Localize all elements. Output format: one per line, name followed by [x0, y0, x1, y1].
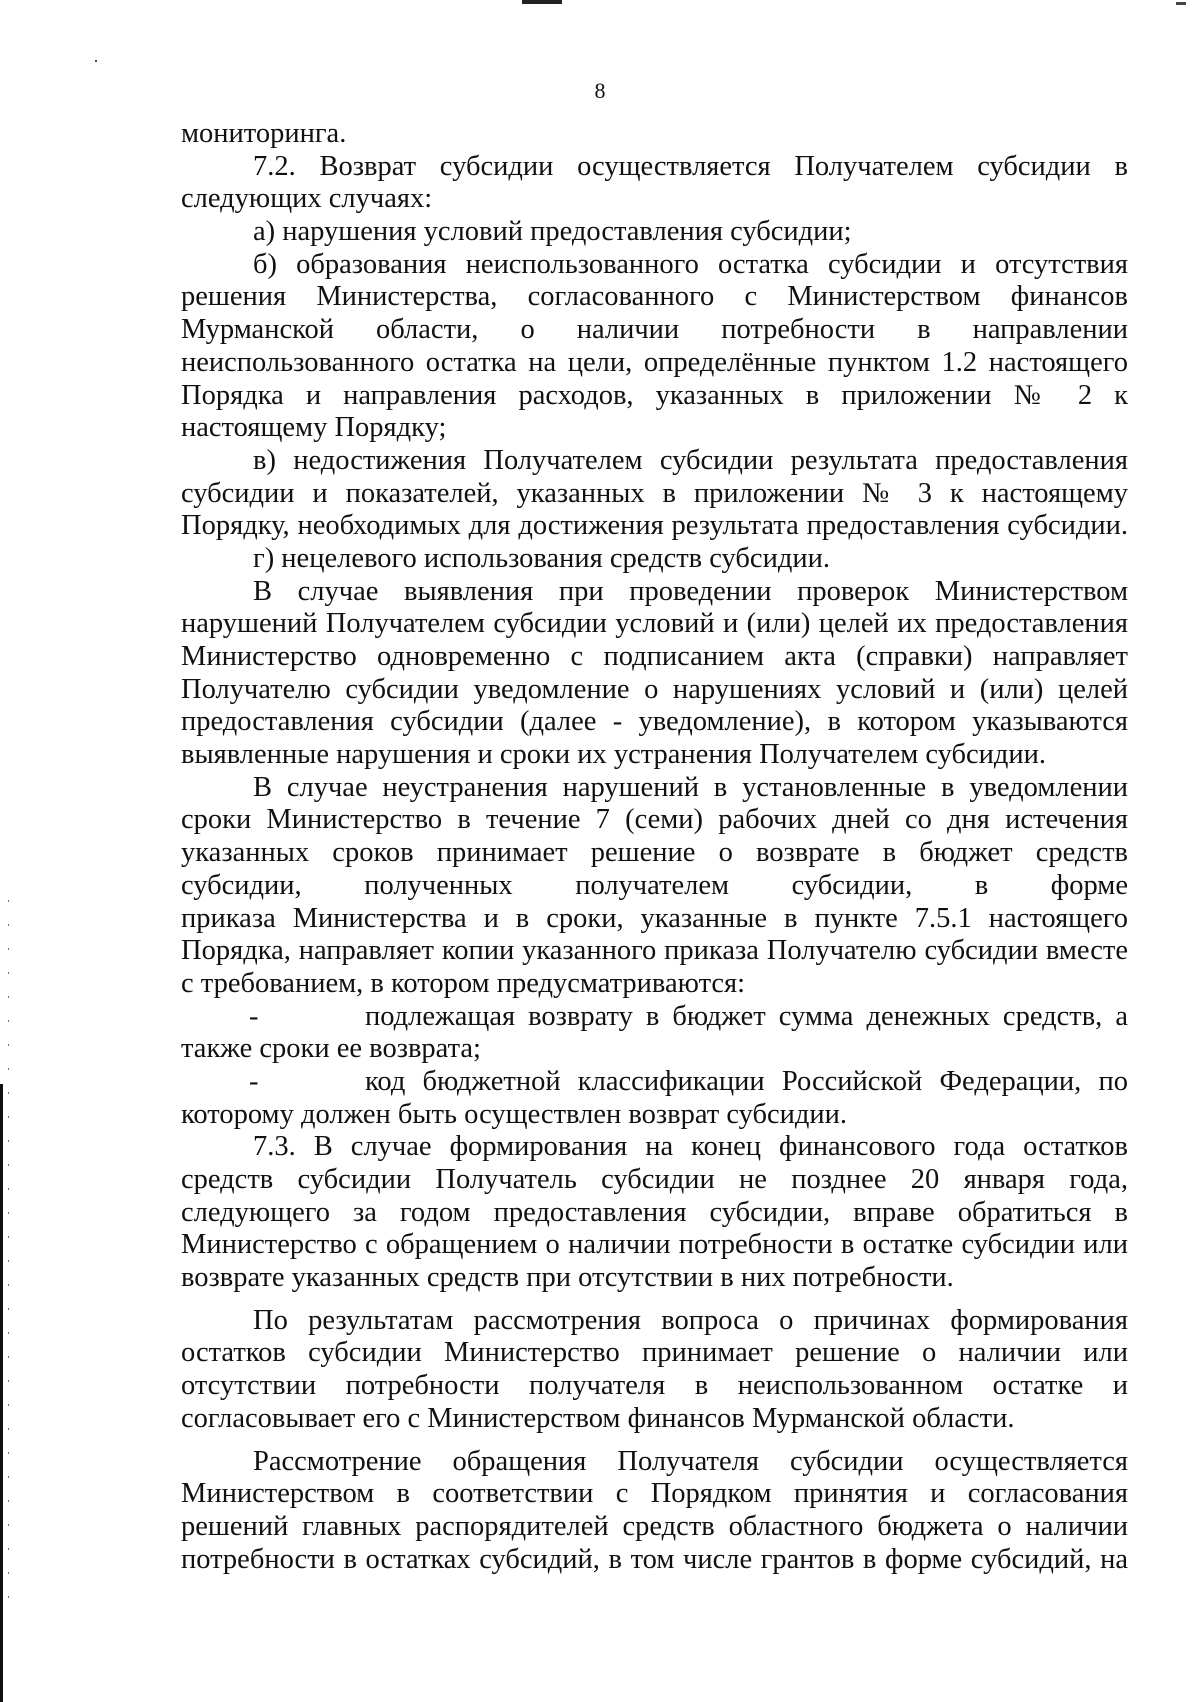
text-line: субсидии, полученных получателем субсидии, в форме [181, 869, 1128, 901]
text-line: сроки Министерство в течение 7 (семи) рабочих дней со дня истечения [181, 804, 1128, 836]
paragraph-line: В случае выявления при проведении проверок Министерством [253, 575, 1128, 607]
page-number: 8 [594, 78, 606, 103]
text-line: средств субсидии Получатель субсидии не позднее 20 января года, [181, 1164, 1128, 1195]
text-line: Порядка и направления расходов, указанных в приложении № 2 к [181, 379, 1128, 411]
text-line: согласовывает его с Министерством финансов Мурманской области. [181, 1402, 1015, 1434]
text-line: следующего за годом предоставления субсидии, вправе обратиться в [181, 1196, 1128, 1228]
text-line: Порядка, направляет копии указанного приказа Получателю субсидии вместе [181, 935, 1128, 967]
dash-item [181, 1001, 1128, 1034]
paragraph-line: Рассмотрение обращения Получателя субсидии осуществляется [253, 1445, 1128, 1477]
list-item-g: г) нецелевого использования средств субсидии. [253, 542, 830, 574]
text-line: возврате указанных средств при отсутствии в них потребности. [181, 1262, 954, 1294]
text-line: Министерство одновременно с подписанием акта (справки) направляет [181, 641, 1128, 672]
dash-marker: - [249, 1065, 259, 1097]
text-line: настоящему Порядку; [181, 412, 447, 444]
text-line: Мурманской области, о наличии потребности в направлении [181, 314, 1128, 346]
paragraph-7-3-line: 7.3. В случае формирования на конец финансового года остатков [253, 1131, 1128, 1163]
text-line: отсутствии потребности получателя в неиспользованном остатке и [181, 1370, 1128, 1402]
paragraph-gap [181, 1295, 1128, 1305]
scan-artifact-edge-dots [8, 900, 9, 1600]
paragraph-line: В случае неустранения нарушений в установленные в уведомлении [253, 771, 1128, 803]
text-line: предоставления субсидии (далее - уведомление), в котором указываются [181, 706, 1128, 738]
dash-item-text: подлежащая возврату в бюджет сумма денежных средств, а [365, 1000, 1128, 1032]
text-line: также сроки ее возврата; [181, 1033, 481, 1065]
text-line: Порядку, необходимых для достижения результата предоставления субсидии. [181, 510, 1128, 542]
text-line: Получателю субсидии уведомление о нарушениях условий и (или) целей [181, 673, 1128, 705]
dash-item [181, 1066, 1128, 1099]
dash-item-text: код бюджетной классификации Российской Федерации, по [365, 1065, 1128, 1097]
text-line: Министерством в соответствии с Порядком принятия и согласования [181, 1478, 1128, 1510]
text-line: приказа Министерства и в сроки, указанные в пункте 7.5.1 настоящего [181, 902, 1128, 934]
scan-artifact-top [522, 0, 562, 4]
dash-marker: - [249, 1000, 259, 1032]
text-line: выявленные нарушения и сроки их устранения Получателем субсидии. [181, 739, 1047, 771]
paragraph-7-2-line: 7.2. Возврат субсидии осуществляется Получателем субсидии в [253, 150, 1128, 182]
scan-artifact-corner [1176, 2, 1186, 5]
text-line: следующих случаях: [181, 183, 433, 215]
text-line: указанных сроков принимает решение о возврате в бюджет средств [181, 837, 1128, 869]
scan-artifact-edge-line [0, 1084, 3, 1702]
text-line: потребности в остатках субсидий, в том числе грантов в форме субсидий, на [181, 1543, 1128, 1575]
text-line: с требованием, в котором предусматриваются: [181, 967, 746, 999]
paragraph-gap [181, 1436, 1128, 1446]
list-item-v: в) недостижения Получателем субсидии результата предоставления [253, 444, 1128, 476]
text-line: Министерство с обращением о наличии потребности в остатке субсидии или [181, 1229, 1128, 1261]
text-line: субсидии и показателей, указанных в приложении № 3 к настоящему [181, 477, 1128, 509]
text-line: решений главных распорядителей средств областного бюджета о наличии [181, 1510, 1128, 1542]
list-item-a: а) нарушения условий предоставления субсидии; [253, 216, 852, 248]
text-line: решения Министерства, согласованного с Министерством финансов [181, 281, 1128, 313]
text-line: нарушений Получателем субсидии условий и (или) целей их предоставления [181, 608, 1128, 640]
scan-artifact-dot [95, 60, 97, 62]
text-line: которому должен быть осуществлен возврат субсидии. [181, 1098, 848, 1130]
paragraph-line: По результатам рассмотрения вопроса о причинах формирования [253, 1304, 1128, 1336]
list-item-b: б) образования неиспользованного остатка субсидии и отсутствия [253, 248, 1128, 280]
document-body [181, 118, 1128, 1576]
text-line: неиспользованного остатка на цели, определённые пунктом 1.2 настоящего [181, 346, 1128, 378]
text-line: остатков субсидии Министерство принимает решение о наличии или [181, 1337, 1128, 1369]
text-line: мониторинга. [181, 118, 347, 149]
